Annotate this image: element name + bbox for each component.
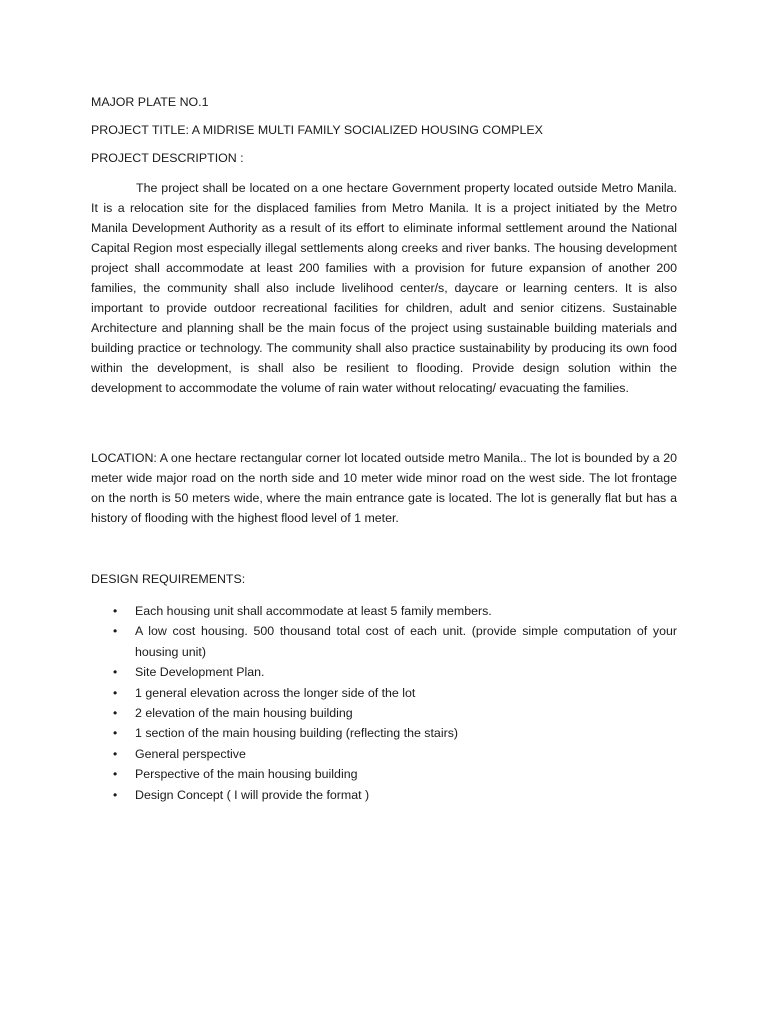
- list-item: [91, 621, 677, 662]
- document-page: [91, 92, 677, 805]
- list-item-text: General perspective: [135, 746, 246, 761]
- list-item-text: 2 elevation of the main housing building: [135, 706, 353, 721]
- bullet-icon: •: [113, 665, 118, 680]
- plate-heading: MAJOR PLATE NO.1: [91, 95, 209, 109]
- project-title: PROJECT TITLE: A MIDRISE MULTI FAMILY SOCIALIZED HOUSING COMPLEX: [91, 123, 543, 137]
- list-item-text: Site Development Plan.: [135, 665, 265, 680]
- design-requirements-label: DESIGN REQUIREMENTS:: [91, 572, 246, 586]
- spacer: [91, 528, 677, 569]
- list-item-text: Each housing unit shall accommodate at least 5 family members.: [135, 604, 492, 618]
- location-paragraph: LOCATION: A one hectare rectangular corner lot located outside metro Manila.. The lot is bounded by a 20 meter wide major road on the north side and 10 meter wide minor road on the west side. The lot frontage on the north is 50 meters wide, where the main entrance gate is located. The lot is generally flat but has a history of flooding with the highest flood level of 1 meter.: [91, 451, 677, 525]
- list-item: [91, 785, 677, 805]
- list-item-text: 1 general elevation across the longer side of the lot: [135, 685, 416, 700]
- list-item: [91, 703, 677, 723]
- bullet-icon: •: [113, 787, 118, 802]
- bullet-icon: •: [113, 706, 118, 721]
- project-description-label: PROJECT DESCRIPTION :: [91, 151, 244, 165]
- list-item: [91, 723, 677, 743]
- bullet-icon: •: [113, 746, 118, 761]
- list-item-text: Perspective of the main housing building: [135, 767, 358, 782]
- list-item-text: A low cost housing. 500 thousand total cost of each unit. (provide simple computation of your housing unit): [135, 624, 677, 659]
- list-item: [91, 662, 677, 682]
- list-item-text: Design Concept ( I will provide the format ): [135, 787, 370, 802]
- bullet-icon: •: [113, 726, 118, 741]
- bullet-icon: •: [113, 767, 118, 782]
- design-requirements-list: [91, 601, 677, 805]
- bullet-icon: •: [113, 604, 118, 618]
- bullet-icon: •: [113, 624, 118, 639]
- spacer: [91, 398, 677, 448]
- list-item: [91, 764, 677, 784]
- list-item: [91, 601, 677, 621]
- list-item: [91, 683, 677, 703]
- project-description: The project shall be located on a one hectare Government property located outside Metro Manila. It is a relocation site for the displaced families from Metro Manila. It is a project initiated by the Metro Manila Development Authority as a result of its effort to eliminate informal settlement around the National Capital Region most especially illegal settlements along creeks and river banks. The housing development project shall accommodate at least 200 families with a provision for future expansion of another 200 families, the community shall also include livelihood center/s, daycare or learning centers. It is also important to provide outdoor recreational facilities for children, adult and senior citizens. Sustainable Architecture and planning shall be the main focus of the project using sustainable building materials and building practice or technology. The community shall also practice sustainability by producing its own food within the development, is shall also be resilient to flooding. Provide design solution within the development to accommodate the volume of rain water without relocating/ evacuating the families.: [91, 181, 677, 395]
- list-item-text: 1 section of the main housing building (reflecting the stairs): [135, 726, 459, 741]
- list-item: [91, 744, 677, 764]
- bullet-icon: •: [113, 685, 118, 700]
